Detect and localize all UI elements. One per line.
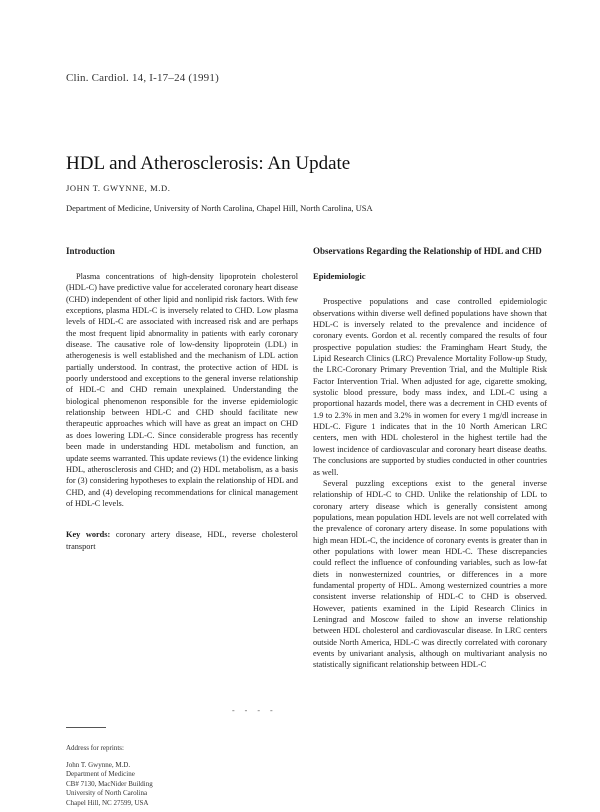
author-affiliation: Department of Medicine, University of North Carolina, Chapel Hill, North Carolina, USA bbox=[66, 203, 373, 213]
reprint-address bbox=[66, 744, 153, 809]
introduction-heading: Introduction bbox=[66, 246, 115, 256]
footnote-rule bbox=[66, 727, 106, 728]
address-heading: Address for reprints: bbox=[66, 744, 124, 752]
page-separator-dots: - - - - bbox=[232, 706, 277, 715]
epidemiologic-paragraph-2: Several puzzling exceptions exist to the general inverse relationship of HDL-C to CHD. Unlike the relationship of LDL to coronary artery disease which is generally consistent among populations, mean population HDL levels are not well correlated with the prevalence of coronary artery disease. In some populations with high mean HDL-C, the incidence of coronary events is greater than in other populations with lower mean HDL-C. These discrepancies could reflect the influence of confounding variables, such as low-fat diets in nonwesternized countries, or differences in a more fundamental property of HDL. Among westernized countries a more consistent inverse relationship of HDL-C to CHD is observed. However, patients examined in the Lipid Research Clinics in Leningrad and Moscow failed to show an inverse relationship between HDL cholesterol and cardiovascular disease. In LRC centers outside North America, HDL-C was directly correlated with coronary events by univariant analysis, although on multivariant analysis no statistically significant relationship between HDL-C bbox=[313, 478, 547, 670]
left-column bbox=[66, 246, 298, 552]
journal-citation: Clin. Cardiol. 14, I-17–24 (1991) bbox=[66, 72, 219, 84]
epidemiologic-paragraph-1: Prospective populations and case controlled epidemiologic observations within diverse well defined populations have shown that HDL-C is inversely related to the prevalence and incidence of coronary events. Gordon et al. recently compared the results of four prospective population studies: the Framingham Heart Study, the Lipid Research Clinics (LRC) Prevalence Mortality Follow-up Study, the LRC-Coronary Primary Prevention Trial, and the Multiple Risk Factor Intervention Trial. When adjusted for age, cigarette smoking, systolic blood pressure, body mass index, and LDL-C using a proportional hazards model, there was a decrement in CHD events of 1.9 to 2.3% in men and 3.2% in women for every 1 mg/dl increase in HDL-C. Figure 1 indicates that in the 10 North American LRC centers, men with HDL cholesterol in the highest tertile had the lowest incidence of cardiovascular and coronary heart disease deaths. The conclusions are supported by studies conducted in other countries as well. bbox=[313, 297, 547, 477]
address-line: University of North Carolina bbox=[66, 789, 148, 798]
address-line: Department of Medicine bbox=[66, 770, 135, 779]
epidemiologic-subheading: Epidemiologic bbox=[313, 271, 366, 281]
keywords-line bbox=[66, 529, 298, 552]
keywords-label: Key words: bbox=[66, 530, 111, 540]
article-title: HDL and Atherosclerosis: An Update bbox=[66, 153, 351, 174]
keywords-text: coronary artery disease, HDL, reverse cholesterol transport bbox=[66, 530, 298, 551]
address-line: CB# 7130, MacNider Building bbox=[66, 779, 153, 788]
address-line: John T. Gwynne, M.D. bbox=[66, 760, 131, 769]
introduction-paragraph: Plasma concentrations of high-density lipoprotein cholesterol (HDL-C) have predictive value for accelerated coronary heart disease (CHD) independent of other lipid and nonlipid risk factors. With few exceptions, plasma HDL-C is inversely related to CHD. Low plasma levels of HDL-C are associated with increased risk and are perhaps the most frequent lipid abnormality in patients with early coronary disease. The causative role of low-density lipoprotein (LDL) in atherogenesis is well established and the mechanism of LDL action partially understood. In contrast, the protective action of HDL is poorly understood and exceptions to the general inverse relationship of HDL-C and CHD remain unexplained. Understanding the biological phenomenon responsible for the inverse epidemiologic relationship between HDL-C and CHD should facilitate new therapeutic approaches which will have as great an impact on CHD as does lowering LDL-C. Since considerable progress has recently been made in understanding HDL metabolism and function, an update seems warranted. This update reviews (1) the evidence linking HDL, atherosclerosis and CHD; and (2) HDL metabolism, as a basis for (3) considering hypotheses to explain the relationship of HDL and CHD, and (4) developing recommendations for clinical management of HDL-C levels. bbox=[66, 272, 298, 508]
author-name: JOHN T. GWYNNE, M.D. bbox=[66, 183, 171, 193]
right-column bbox=[313, 246, 547, 671]
address-line: Chapel Hill, NC 27599, USA bbox=[66, 798, 149, 807]
observations-heading: Observations Regarding the Relationship of HDL and CHD bbox=[313, 246, 542, 256]
